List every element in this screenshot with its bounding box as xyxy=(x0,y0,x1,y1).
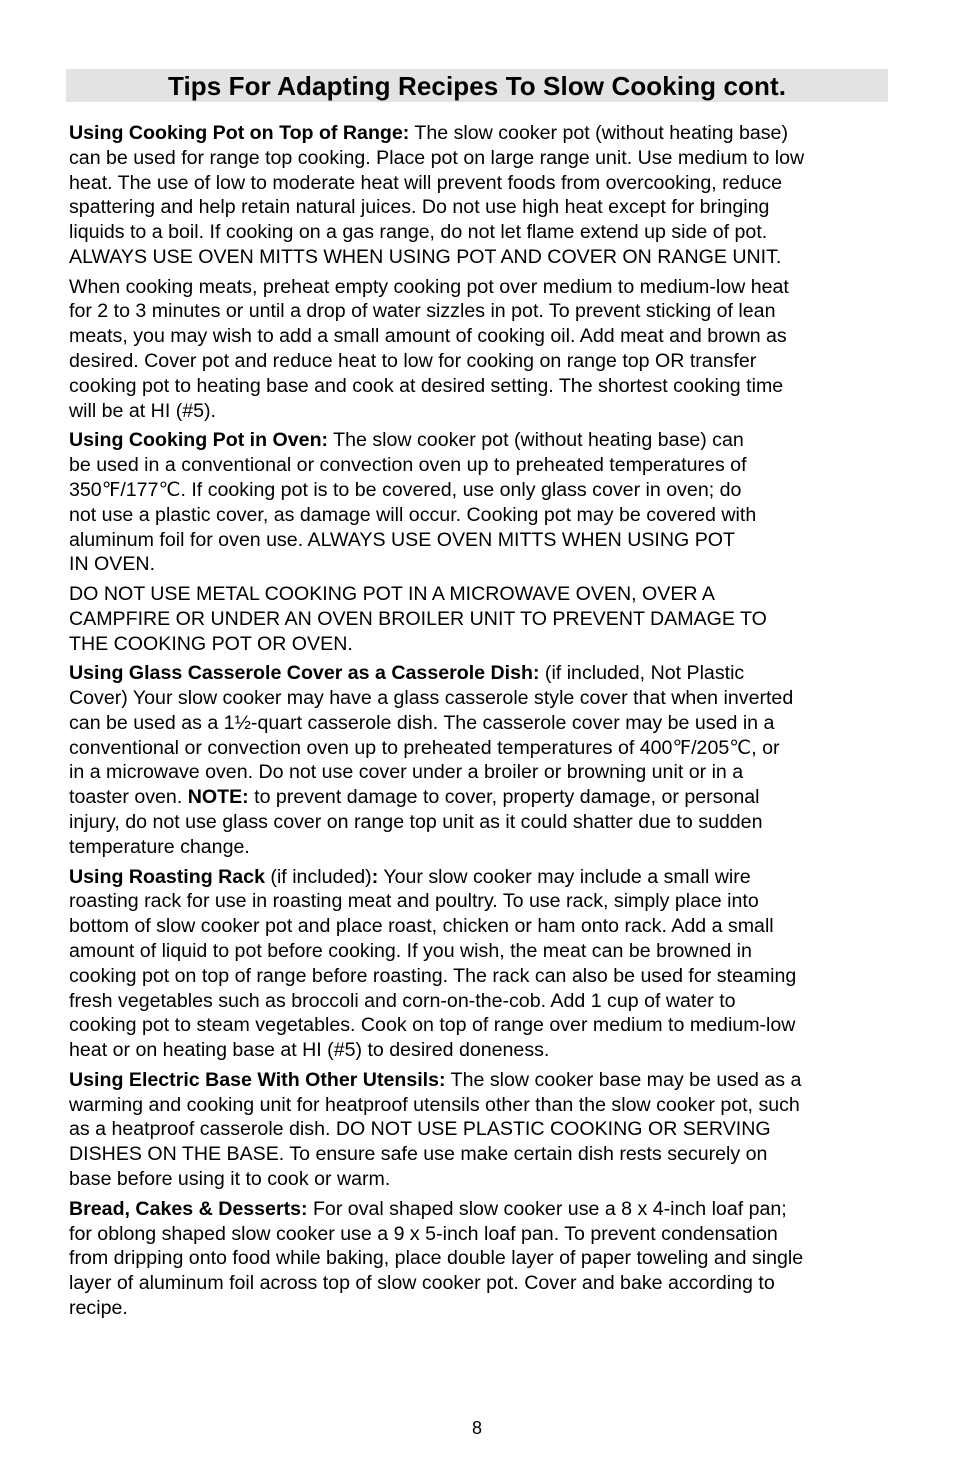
section-heading: Using Roasting Rack xyxy=(69,865,265,888)
page-content xyxy=(69,121,891,1326)
section-range-top: Using Cooking Pot on Top of Range: The slow cooker pot (without heating base) can be used for range top cooking. Place pot on large range unit. Use medium to low heat. The use of low to moderate heat will prevent foods from overcooking, reduce spattering and help retain natural juices. Do not use high heat except for bringing liquids to a boil. If cooking on a gas range, do not let flame extend up side of pot. ALWAYS USE OVEN MITTS WHEN USING POT AND COVER ON RANGE UNIT. xyxy=(69,122,805,268)
section-heading: Using Electric Base With Other Utensils: xyxy=(69,1068,446,1091)
page-title: Tips For Adapting Recipes To Slow Cooking cont. xyxy=(167,70,787,101)
section-bread: Bread, Cakes & Desserts: For oval shaped slow cooker use a 8 x 4-inch loaf pan; for oblong shaped slow cooker use a 9 x 5-inch loaf pan. To prevent condensation from dripping onto food while baking, place double layer of paper toweling and single layer of aluminum foil across top of slow cooker pot. Cover and bake according to recipe. xyxy=(69,1197,804,1319)
section-electric-base: Using Electric Base With Other Utensils: The slow cooker base may be used as a warming and cooking unit for heatproof utensils other than the slow cooker pot, such as a heatproof casserole dish. DO NOT USE PLASTIC COOKING OR SERVING DISHES ON THE BASE. To ensure safe use make certain dish rests securely on base before using it to cook or warm. xyxy=(69,1068,802,1191)
section-rack: Using Roasting Rack (if included): Your slow cooker may include a small wire roasting rack for use in roasting meat and poultry. To use rack, simply place into bottom of slow cooker pot and place roast, chicken or ham onto rack. Add a small amount of liquid to pot before cooking. If you wish, the meat can be browned in cooking pot on top of range before roasting. The rack can also be used for steaming fresh vegetables such as broccoli and corn-on-the-cob. Add 1 cup of water to cooking pot to steam vegetables. Cook on top of range over medium to medium-low heat or on heating base at HI (#5) to desired doneness. xyxy=(69,865,797,1062)
title-banner xyxy=(66,69,888,102)
section-heading: Using Cooking Pot in Oven: xyxy=(69,429,329,452)
section-oven: Using Cooking Pot in Oven: The slow cooker pot (without heating base) can be used in a conventional or convection oven up to preheated temperatures of 350℉/177℃. If cooking pot is to be covered, use only glass cover in oven; do not use a plastic cover, as damage will occur. Cooking pot may be covered with aluminum foil for oven use. ALWAYS USE OVEN MITTS WHEN USING POT IN OVEN. xyxy=(69,429,757,576)
section-meats: When cooking meats, preheat empty cooking pot over medium to medium-low heat for 2 to 3 minutes or until a drop of water sizzles in pot. To prevent sticking of lean meats, you may wish to add a small amount of cooking oil. Add meat and brown as desired. Cover pot and reduce heat to low for cooking on range top OR transfer cooking pot to heating base and cook at desired setting. The shortest cooking time will be at HI (#5). xyxy=(69,275,789,422)
section-heading: Using Glass Casserole Cover as a Casserole Dish: xyxy=(69,662,540,685)
section-heading: Using Cooking Pot on Top of Range: xyxy=(69,122,410,144)
section-heading: Bread, Cakes & Desserts: xyxy=(69,1197,308,1220)
section-casserole: Using Glass Casserole Cover as a Casserole Dish: (if included, Not Plastic Cover) Your slow cooker may have a glass casserole style cover that when inverted can be used as a 1½-quart casserole dish. The casserole cover may be used in a conventional or convection oven up to preheated temperatures of 400℉/205℃, or in a microwave oven. Do not use cover under a broiler or browning unit or in a toaster oven. NOTE: to prevent damage to cover, property damage, or personal injury, do not use glass cover on range top unit as it could shatter due to sudden temperature change. xyxy=(69,662,794,858)
section-warning: DO NOT USE METAL COOKING POT IN A MICROWAVE OVEN, OVER A CAMPFIRE OR UNDER AN OVEN BROILER UNIT TO PREVENT DAMAGE TO THE COOKING POT OR OVEN. xyxy=(69,583,767,655)
note-label: NOTE: xyxy=(187,786,249,809)
page-number: 8 xyxy=(471,1418,482,1438)
